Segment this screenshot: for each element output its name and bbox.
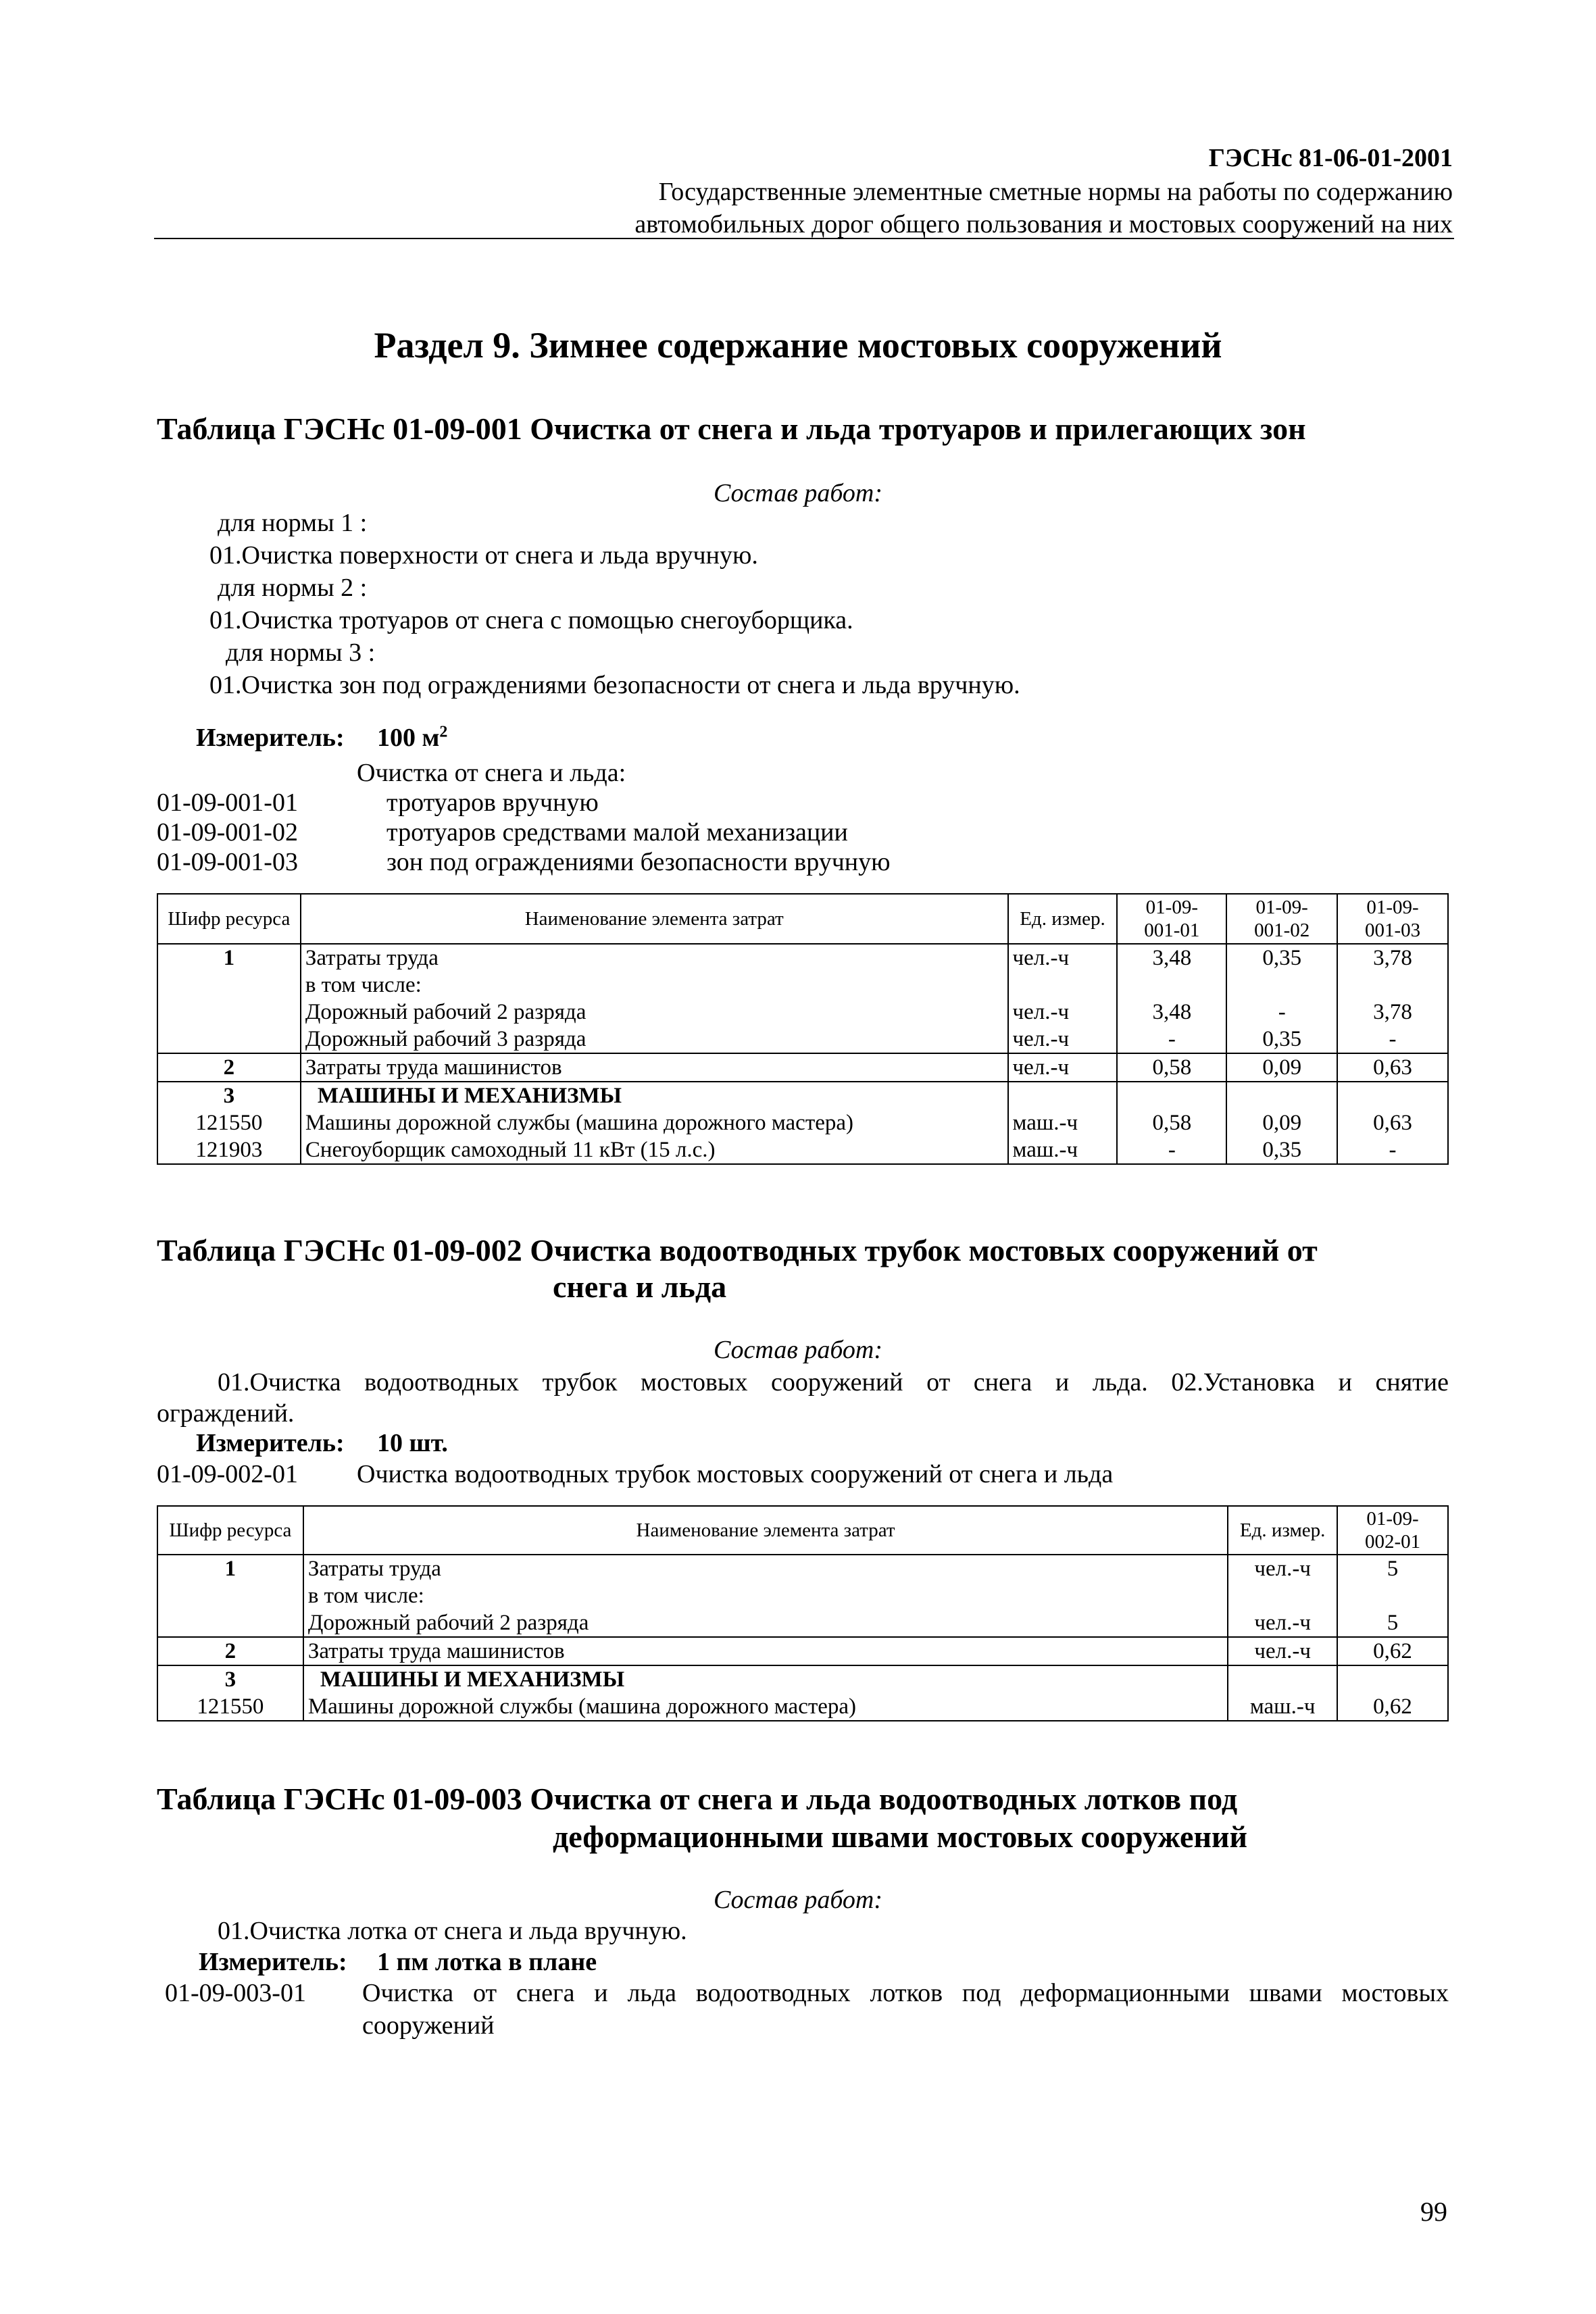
header-line-2: автомобильных дорог общего пользования и мостовых сооружений на них: [634, 210, 1453, 238]
table3-norm-name-line-2: сооружений: [362, 2011, 495, 2040]
table2-title-line-2: снега и льда: [553, 1269, 727, 1304]
table2-composition-label: Состав работ:: [713, 1336, 883, 1364]
table2-norm-name: Очистка водоотводных трубок мостовых сооружений от снега и льда: [357, 1460, 1114, 1488]
table1-composition-line: для нормы 2 :: [218, 574, 368, 602]
col-header-norm: 01-09- 001-03: [1337, 894, 1448, 944]
table2-title-line-1: Таблица ГЭСНс 01-09-002 Очистка водоотводных трубок мостовых сооружений от: [157, 1233, 1318, 1267]
table1-composition-line: 01.Очистка поверхности от снега и льда вручную.: [209, 541, 758, 570]
col-header-norm: 01-09- 001-02: [1226, 894, 1337, 944]
table1-norm-code: 01-09-001-01: [157, 788, 298, 817]
page-number: 99: [1420, 2196, 1447, 2227]
col-header-norm: 01-09- 001-01: [1117, 894, 1226, 944]
table1-meter-value: 100 $м^2$: [377, 723, 448, 752]
table1-norm-name: тротуаров вручную: [386, 788, 599, 817]
table-row: в том числе:: [157, 1582, 1448, 1609]
header-rule: [154, 238, 1454, 239]
table1-norm-name: тротуаров средствами малой механизации: [386, 818, 848, 847]
table2-meter-value: 10 шт.: [377, 1429, 448, 1457]
table1-norm-code: 01-09-001-02: [157, 818, 298, 847]
table1-composition-line: для нормы 3 :: [226, 638, 376, 667]
table1-grid: [157, 893, 1449, 1165]
table-row: в том числе:: [157, 972, 1448, 999]
table3-norm-code: 01-09-003-01: [165, 1979, 306, 2007]
table1-norms-intro: Очистка от снега и льда:: [357, 759, 626, 787]
table1-composition-line: 01.Очистка тротуаров от снега с помощью снегоуборщика.: [209, 606, 853, 634]
table1-meter-label: Измеритель:: [196, 724, 345, 752]
table-row: 1 Затраты труда чел.-ч 3,48 0,35 3,78: [157, 944, 1448, 972]
col-header-code: Шифр ресурса: [157, 1506, 303, 1555]
table1-norm-name: зон под ограждениями безопасности вручную: [386, 848, 891, 876]
table-row: 3 МАШИНЫ И МЕХАНИЗМЫ: [157, 1665, 1448, 1693]
col-header-unit: Ед. измер.: [1228, 1506, 1337, 1555]
table3-title-line-2: деформационными швами мостовых сооружений: [553, 1819, 1247, 1854]
table-row: Дорожный рабочий 2 разряда чел.-ч 5: [157, 1609, 1448, 1637]
col-header-norm: 01-09- 002-01: [1337, 1506, 1448, 1555]
table3-meter-label: Измеритель:: [199, 1948, 347, 1976]
section-title: Раздел 9. Зимнее содержание мостовых сооружений: [374, 325, 1222, 366]
header-line-1: Государственные элементные сметные нормы на работы по содержанию: [658, 178, 1453, 206]
table-row: 1 Затраты труда чел.-ч 5: [157, 1555, 1448, 1582]
table-row: 2 Затраты труда машинистов чел.-ч 0,58 0,09 0,63: [157, 1053, 1448, 1082]
table-row: 3 МАШИНЫ И МЕХАНИЗМЫ: [157, 1082, 1448, 1109]
col-header-name: Наименование элемента затрат: [301, 894, 1008, 944]
table3-meter-value: 1 пм лотка в плане: [377, 1948, 597, 1976]
table-row: 121550 Машины дорожной службы (машина дорожного мастера) маш.-ч 0,62: [157, 1693, 1448, 1721]
table3-title-line-1: Таблица ГЭСНс 01-09-003 Очистка от снега и льда водоотводных лотков под: [157, 1782, 1238, 1816]
col-header-name: Наименование элемента затрат: [303, 1506, 1228, 1555]
table1-composition-line: 01.Очистка зон под ограждениями безопасности от снега и льда вручную.: [209, 671, 1020, 699]
table2-composition-line: 01.Очистка водоотводных трубок мостовых сооружений от снега и льда. 02.Установка и снятие: [218, 1368, 1449, 1397]
document-code: ГЭСНс 81-06-01-2001: [1208, 144, 1453, 172]
table1-composition-label: Состав работ:: [713, 479, 883, 507]
table2-composition-line: ограждений.: [157, 1399, 295, 1428]
table-row: Дорожный рабочий 2 разряда чел.-ч 3,48 - 3,78: [157, 999, 1448, 1026]
table3-composition: 01.Очистка лотка от снега и льда вручную.: [218, 1917, 687, 1945]
table1-composition-line: для нормы 1 :: [218, 509, 368, 537]
table3-composition-label: Состав работ:: [713, 1886, 883, 1914]
table1-norm-code: 01-09-001-03: [157, 848, 298, 876]
table3-norm-name-line-1: Очистка от снега и льда водоотводных лотков под деформационными швами мостовых: [362, 1979, 1449, 2007]
table-row: Дорожный рабочий 3 разряда чел.-ч - 0,35 -: [157, 1026, 1448, 1053]
table1-title: Таблица ГЭСНс 01-09-001 Очистка от снега и льда тротуаров и прилегающих зон: [157, 411, 1306, 446]
col-header-code: Шифр ресурса: [157, 894, 301, 944]
table2-norm-code: 01-09-002-01: [157, 1460, 298, 1488]
table-row: 2 Затраты труда машинистов чел.-ч 0,62: [157, 1637, 1448, 1665]
col-header-unit: Ед. измер.: [1008, 894, 1118, 944]
table2-grid: [157, 1505, 1449, 1721]
table2-meter-label: Измеритель:: [196, 1429, 345, 1457]
table-row: 121550 Машины дорожной службы (машина дорожного мастера) маш.-ч 0,58 0,09 0,63: [157, 1109, 1448, 1136]
table-row: 121903 Снегоуборщик самоходный 11 кВт (15 л.с.) маш.-ч - 0,35 -: [157, 1136, 1448, 1164]
